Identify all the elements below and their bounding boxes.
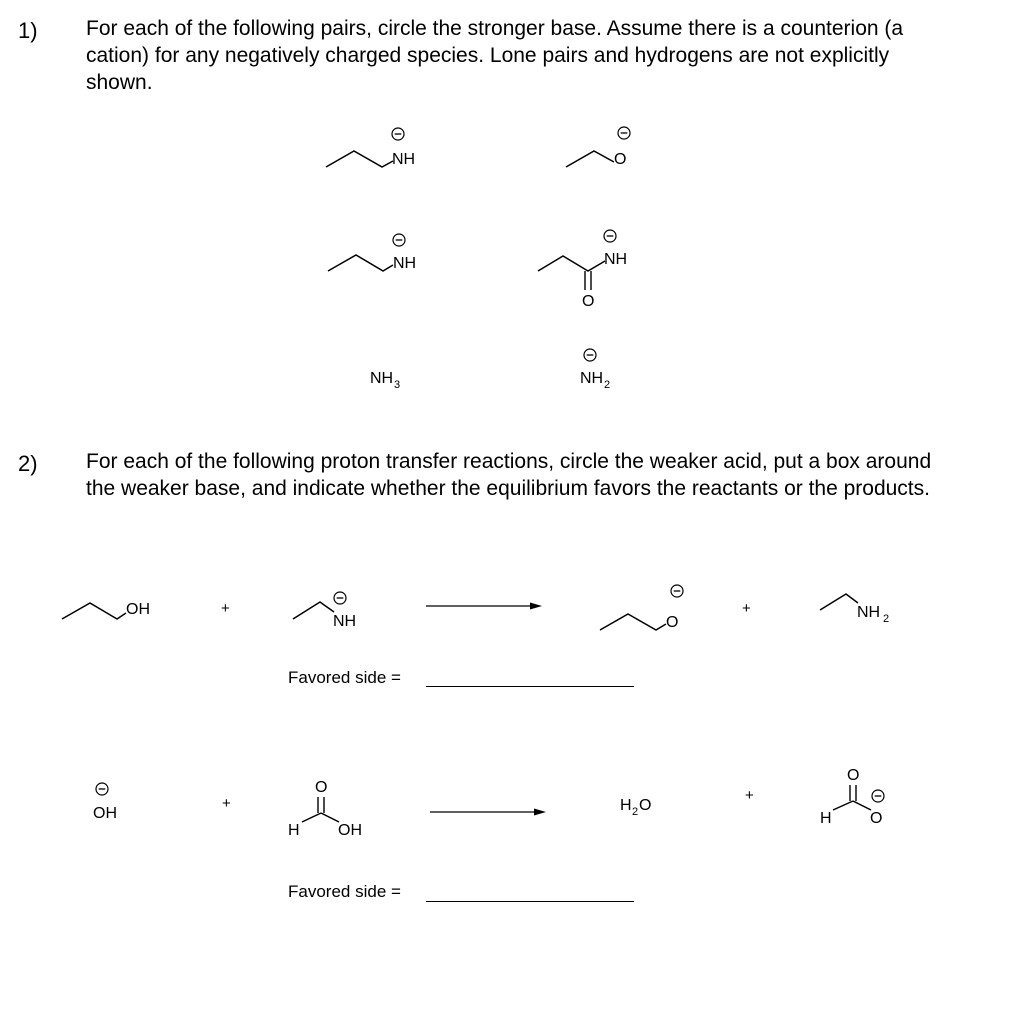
negative-charge-icon	[392, 128, 404, 140]
pair3-left-main: NH	[370, 370, 394, 387]
rxn1-favored-answer-line[interactable]	[426, 686, 634, 687]
rxn1-reactant2-ethylamide[interactable]	[293, 592, 356, 630]
rxn2-plus-2: +	[745, 787, 754, 804]
rxn1-favored-label: Favored side =	[288, 668, 401, 687]
pair2-right-label: NH	[604, 251, 628, 268]
rxn1-product1-propoxide[interactable]	[600, 585, 683, 631]
pair3-right-sub: 2	[604, 379, 611, 391]
rxn2-product1-h: H	[620, 797, 632, 814]
negative-charge-icon	[604, 230, 616, 242]
pair1-left-propylamide[interactable]	[326, 128, 415, 168]
question-2-text: For each of the following proton transfer reactions, circle the weaker acid, put a box around the weaker base, and indicate whether the equilibrium favors the reactants or the products.	[86, 450, 932, 500]
rxn2-favored-label: Favored side =	[288, 882, 401, 901]
pair2-right-amide-anion[interactable]	[538, 230, 627, 310]
negative-charge-icon	[584, 349, 596, 361]
rxn2-product2-o-top: O	[847, 767, 860, 784]
question-1-number: 1)	[18, 18, 38, 43]
rxn2-reactant2-formic-acid[interactable]	[288, 779, 362, 839]
rxn1-reactant1-label: OH	[126, 601, 150, 618]
rxn2-product1-o: O	[639, 797, 652, 814]
rxn1-product2-main: NH	[857, 604, 881, 621]
rxn1-arrow-icon	[426, 603, 542, 610]
negative-charge-icon	[96, 783, 108, 795]
negative-charge-icon	[618, 127, 630, 139]
pair1-right-label: O	[614, 151, 627, 168]
rxn2-product1-water[interactable]	[620, 797, 651, 818]
rxn2-plus-1: +	[222, 795, 231, 812]
pair2-left-propylamide[interactable]	[328, 234, 416, 272]
rxn2-product1-sub: 2	[632, 806, 639, 818]
rxn2-favored-answer-line[interactable]	[426, 901, 634, 902]
rxn1-reactant1-propanol[interactable]	[62, 601, 150, 619]
pair3-right-main: NH	[580, 370, 604, 387]
negative-charge-icon	[671, 585, 683, 597]
pair2-carbonyl-oxygen: O	[582, 293, 595, 310]
rxn2-product2-formate[interactable]	[820, 767, 884, 827]
rxn1-product2-ethylamine[interactable]	[820, 594, 889, 625]
rxn2-product2-h: H	[820, 810, 832, 827]
pair3-left-ammonia[interactable]	[370, 370, 400, 391]
pair2-left-label: NH	[393, 255, 417, 272]
rxn2-reactant1-hydroxide[interactable]	[93, 783, 117, 822]
rxn1-product2-sub: 2	[883, 613, 890, 625]
pair1-right-propoxide[interactable]	[566, 127, 630, 168]
rxn2-reactant2-h: H	[288, 822, 300, 839]
rxn2-reactant2-o: O	[315, 779, 328, 796]
negative-charge-icon	[393, 234, 405, 246]
rxn2-product2-o: O	[870, 810, 883, 827]
pair3-left-sub: 3	[394, 379, 401, 391]
negative-charge-icon	[334, 592, 346, 604]
negative-charge-icon	[872, 790, 884, 802]
rxn1-plus-2: +	[742, 600, 751, 617]
rxn1-reactant2-label: NH	[333, 613, 357, 630]
rxn2-arrow-icon	[430, 809, 546, 816]
rxn2-reactant2-oh: OH	[338, 822, 362, 839]
rxn1-product1-label: O	[666, 614, 679, 631]
pair3-right-amide[interactable]	[580, 349, 610, 391]
question-2-number: 2)	[18, 451, 38, 476]
rxn2-reactant1-label: OH	[93, 805, 117, 822]
pair1-left-label: NH	[392, 151, 416, 168]
question-1-text: For each of the following pairs, circle the stronger base. Assume there is a counterion (a cation) for any negatively charged species. Lone pairs and hydrogens are not explicitly shown.	[86, 17, 904, 94]
rxn1-plus-1: +	[221, 600, 230, 617]
